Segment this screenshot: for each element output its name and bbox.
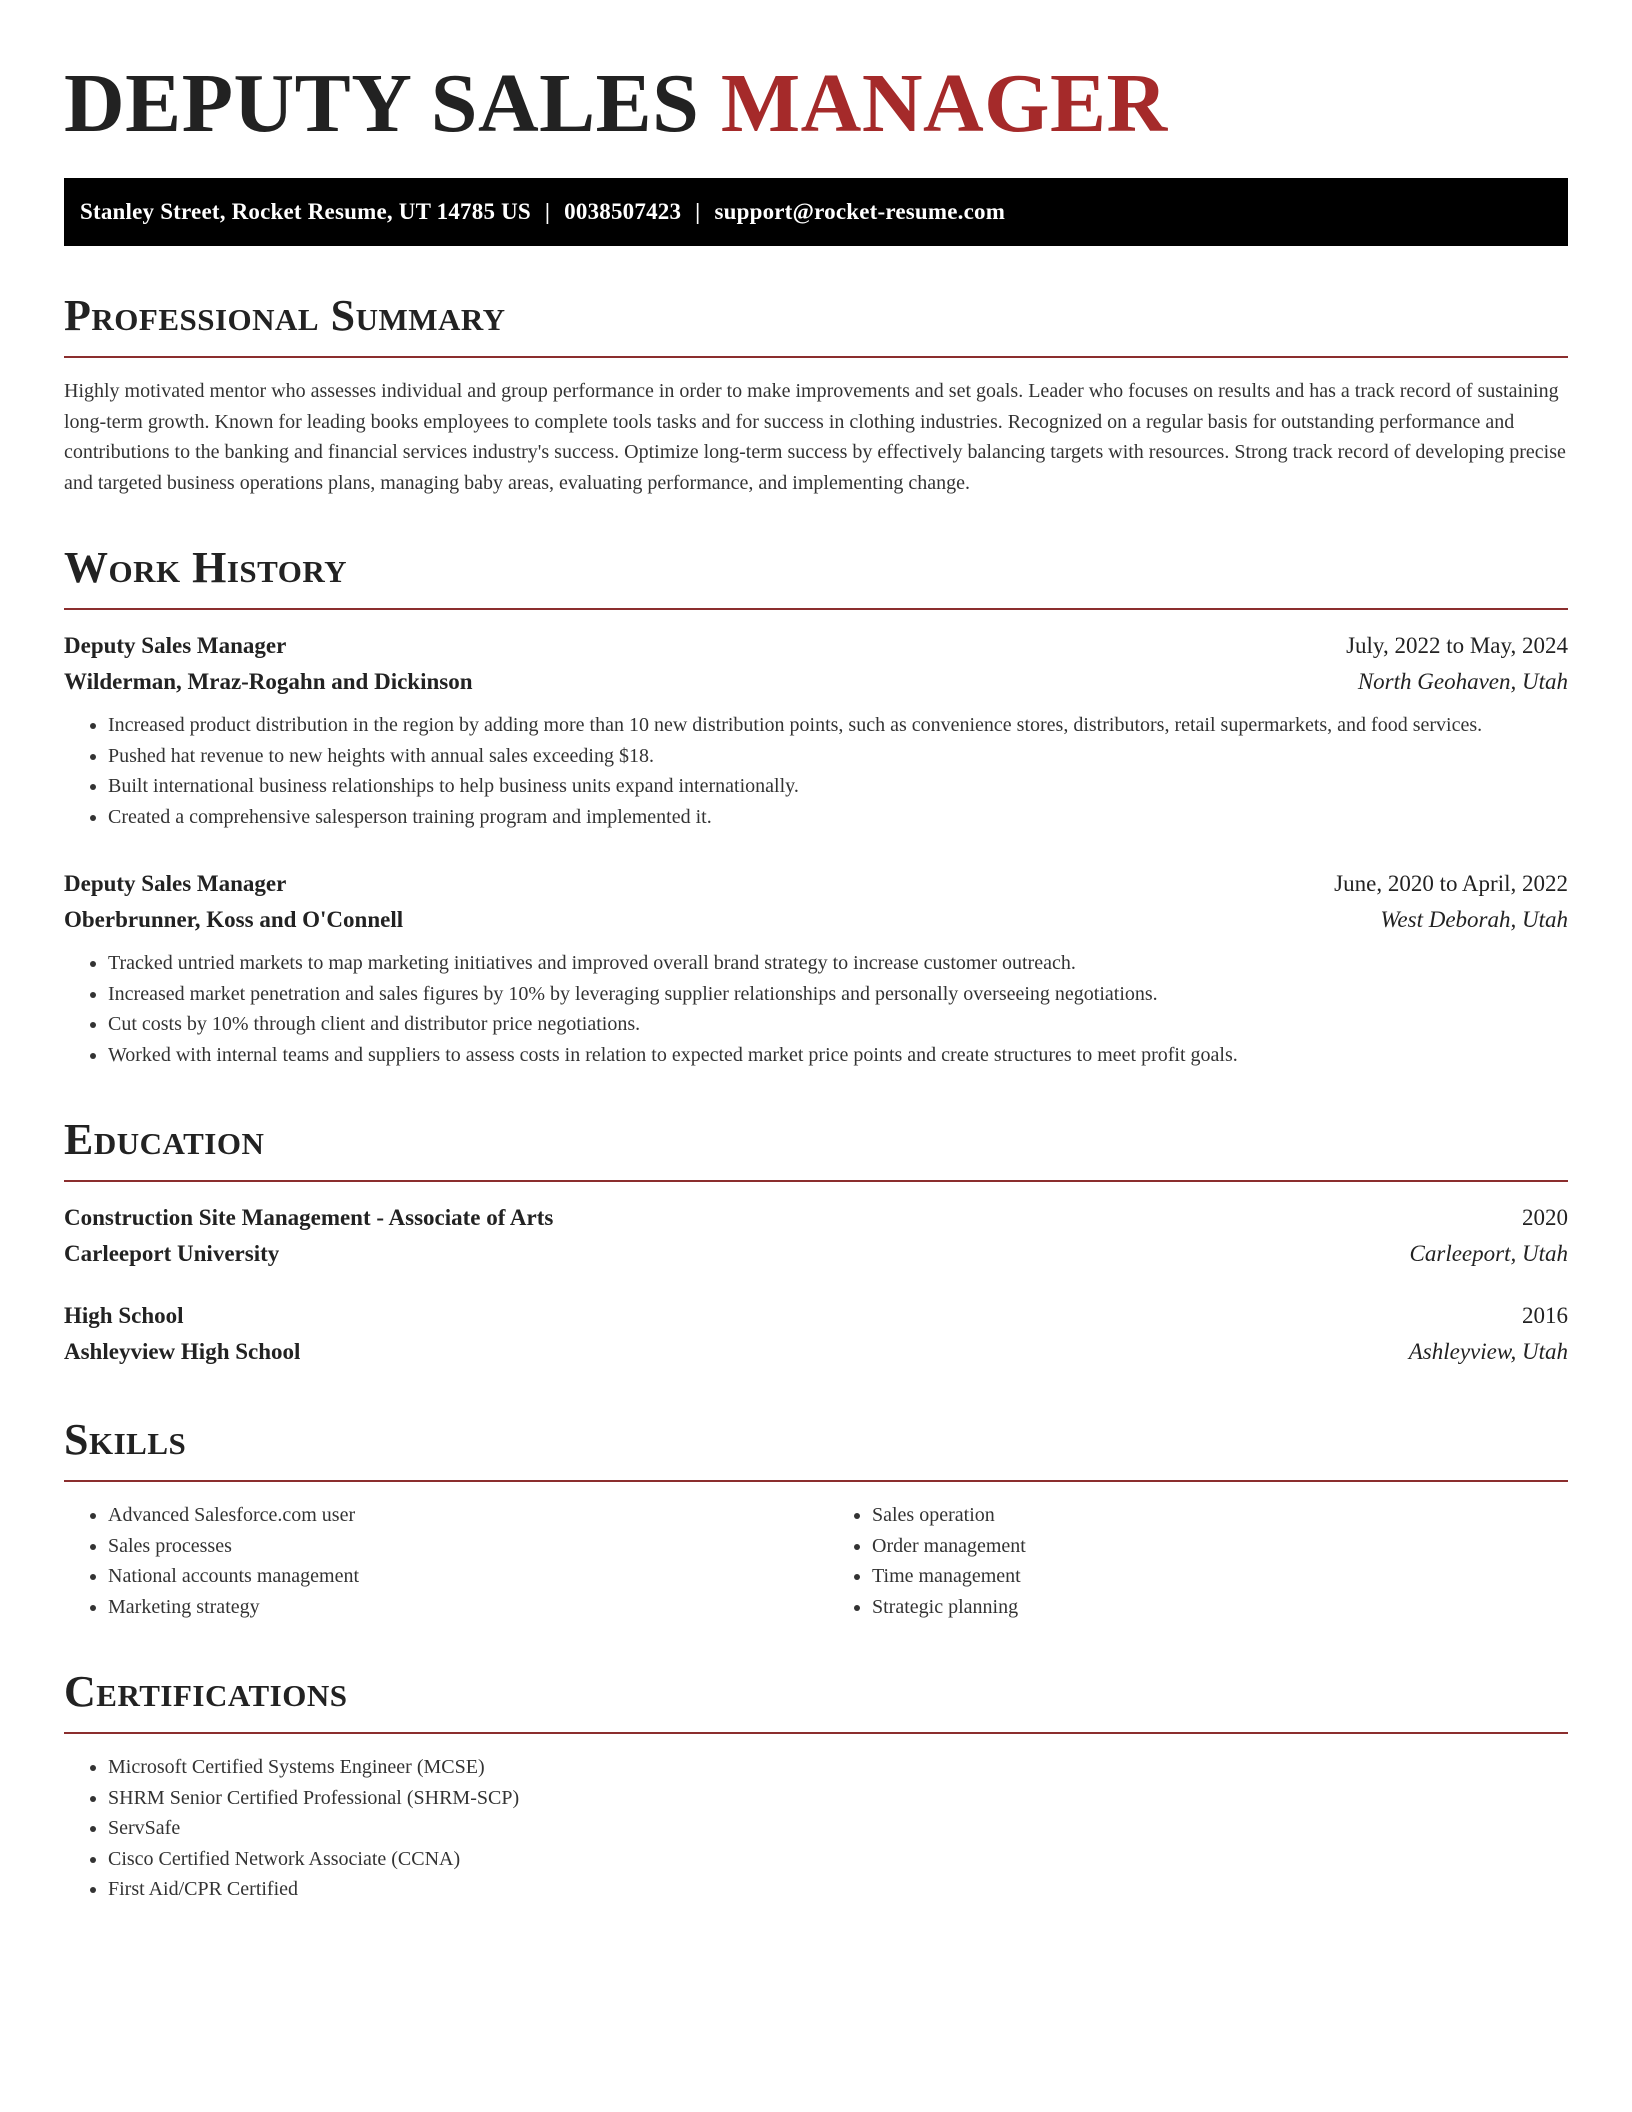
job-dates: July, 2022 to May, 2024 (1346, 633, 1568, 658)
contact-separator: | (695, 199, 701, 224)
list-item: • Order management (872, 1531, 1568, 1562)
education-location: Ashleyview, Utah (1408, 1339, 1568, 1364)
list-item: • Created a comprehensive salesperson training program and implemented it. (108, 802, 1568, 833)
job-title: Deputy Sales Manager (64, 871, 287, 896)
list-item: • Pushed hat revenue to new heights with annual sales exceeding $18. (108, 741, 1568, 772)
section-heading: Education (64, 1115, 265, 1164)
list-item: • Built international business relationships to help business units expand internationally. (108, 771, 1568, 802)
education-year: 2016 (1522, 1303, 1568, 1328)
job-location: West Deborah, Utah (1380, 907, 1568, 932)
work-history-section (64, 542, 1568, 1070)
list-item: • Sales processes (108, 1531, 804, 1562)
skills-grid (64, 1500, 1568, 1622)
section-divider (64, 1480, 1568, 1482)
job-dates: June, 2020 to April, 2022 (1334, 871, 1568, 896)
list-item: • ServSafe (108, 1813, 1568, 1844)
job-entry (64, 866, 1568, 1070)
contact-bar (64, 178, 1568, 246)
summary-section (64, 290, 1568, 498)
job-bullets (64, 948, 1568, 1070)
section-heading: Certifications (64, 1667, 348, 1716)
list-item: • Worked with internal teams and suppliers to assess costs in relation to expected market price points and create structures to meet profit goals. (108, 1040, 1568, 1071)
skills-list-right (828, 1500, 1568, 1622)
list-item: • National accounts management (108, 1561, 804, 1592)
skills-section (64, 1414, 1568, 1622)
list-item: • Cut costs by 10% through client and distributor price negotiations. (108, 1009, 1568, 1040)
certifications-list (64, 1752, 1568, 1905)
list-item: • Strategic planning (872, 1592, 1568, 1623)
skills-list-left (64, 1500, 804, 1622)
education-year: 2020 (1522, 1205, 1568, 1230)
job-title: Deputy Sales Manager (64, 633, 287, 658)
job-entry (64, 628, 1568, 832)
job-company: Wilderman, Mraz-Rogahn and Dickinson (64, 669, 473, 694)
education-section (64, 1114, 1568, 1370)
contact-phone: 0038507423 (564, 199, 682, 224)
section-divider (64, 356, 1568, 358)
list-item: • Microsoft Certified Systems Engineer (MCSE) (108, 1752, 1568, 1783)
job-bullets (64, 710, 1568, 832)
job-company: Oberbrunner, Koss and O'Connell (64, 907, 404, 932)
list-item: • Tracked untried markets to map marketing initiatives and improved overall brand strategy to increase customer outreach. (108, 948, 1568, 979)
job-location: North Geohaven, Utah (1357, 669, 1568, 694)
summary-text: Highly motivated mentor who assesses individual and group performance in order to make improvements and set goals. Leader who focuses on results and has a track record of sustaining long-term growth. Known for leading books employees to complete tools tasks and for success in clothing industries. Recognized on a regular basis for outstanding performance and contributions to the banking and financial services industry's success. Optimize long-term success by effectively balancing targets with resources. Strong track record of developing precise and targeted business operations plans, managing baby areas, evaluating performance, and implementing change. (64, 380, 1566, 494)
education-school: Carleeport University (64, 1241, 280, 1266)
resume-title (64, 56, 1568, 152)
section-divider (64, 1180, 1568, 1182)
education-entry (64, 1200, 1568, 1272)
list-item: • Increased market penetration and sales figures by 10% by leveraging supplier relationships and personally overseeing negotiations. (108, 979, 1568, 1010)
section-heading: Professional Summary (64, 291, 506, 340)
section-heading: Work History (64, 543, 348, 592)
section-divider (64, 1732, 1568, 1734)
list-item: • Time management (872, 1561, 1568, 1592)
title-main: DEPUTY SALES (64, 57, 721, 150)
title-accent: MANAGER (720, 57, 1168, 150)
resume-page (64, 0, 1568, 1905)
education-entry (64, 1298, 1568, 1370)
list-item: • Sales operation (872, 1500, 1568, 1531)
contact-email: support@rocket-resume.com (714, 199, 1006, 224)
list-item: • Increased product distribution in the region by adding more than 10 new distribution points, such as convenience stores, distributors, retail supermarkets, and food services. (108, 710, 1568, 741)
education-school: Ashleyview High School (64, 1339, 301, 1364)
education-degree: Construction Site Management - Associate of Arts (64, 1205, 554, 1230)
contact-separator: | (544, 199, 551, 224)
list-item: • First Aid/CPR Certified (108, 1874, 1568, 1905)
list-item: • SHRM Senior Certified Professional (SHRM-SCP) (108, 1783, 1568, 1814)
certifications-section (64, 1666, 1568, 1905)
education-degree: High School (64, 1303, 184, 1328)
education-location: Carleeport, Utah (1409, 1241, 1568, 1266)
contact-address: Stanley Street, Rocket Resume, UT 14785 US (80, 199, 531, 224)
list-item: • Advanced Salesforce.com user (108, 1500, 804, 1531)
list-item: • Cisco Certified Network Associate (CCNA) (108, 1844, 1568, 1875)
list-item: • Marketing strategy (108, 1592, 804, 1623)
section-divider (64, 608, 1568, 610)
section-heading: Skills (64, 1415, 187, 1464)
